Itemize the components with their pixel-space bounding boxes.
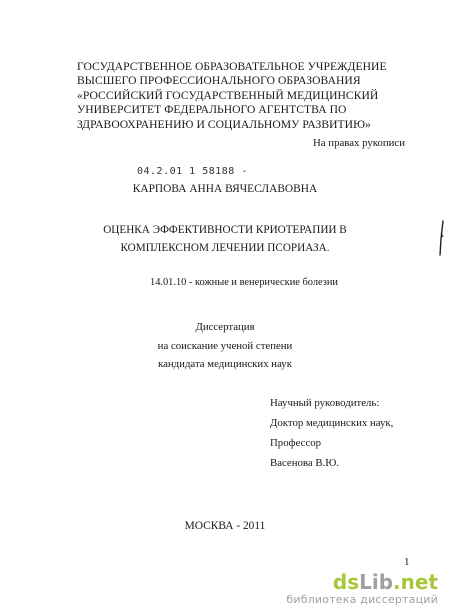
supervisor-line: Васенова В.Ю. [270, 457, 340, 469]
registration-stamp: 04.2.01 1 58188 - [137, 166, 248, 177]
watermark-subtitle: библиотека диссертаций [286, 593, 438, 606]
page-number: 1 [404, 556, 410, 568]
degree-line: на соискание ученой степени [157, 339, 293, 352]
degree-line: кандидата медицинских наук [158, 358, 292, 370]
degree-statement [0, 318, 450, 374]
dslib-watermark [286, 571, 438, 606]
city-year: МОСКВА - 2011 [184, 520, 266, 532]
watermark-logo: dsLib.net [332, 570, 438, 594]
title-line: КОМПЛЕКСНОМ ЛЕЧЕНИИ ПСОРИАЗА. [120, 242, 330, 254]
specialty-code: 14.01.10 - кожные и венерические болезни [150, 277, 338, 288]
author-name: КАРПОВА АННА ВЯЧЕСЛАВОВНА [132, 183, 318, 195]
manuscript-rights-note: На правах рукописи [313, 137, 405, 149]
supervisor-line: Доктор медицинских наук, [270, 417, 394, 429]
degree-line: Диссертация [195, 321, 255, 333]
institution-line: «РОССИЙСКИЙ ГОСУДАРСТВЕННЫЙ МЕДИЦИНСКИЙ [77, 88, 379, 102]
supervisor-block [270, 393, 393, 473]
title-line: ОЦЕНКА ЭФФЕКТИВНОСТИ КРИОТЕРАПИИ В [103, 224, 347, 236]
dissertation-title [0, 221, 450, 257]
supervisor-line: Научный руководитель: [270, 397, 380, 409]
margin-pen-mark [436, 219, 446, 259]
institution-header [77, 60, 387, 132]
institution-line: ВЫСШЕГО ПРОФЕССИОНАЛЬНОГО ОБРАЗОВАНИЯ [77, 74, 361, 88]
institution-line: УНИВЕРСИТЕТ ФЕДЕРАЛЬНОГО АГЕНТСТВА ПО [77, 103, 347, 117]
institution-line: ЗДРАВООХРАНЕНИЮ И СОЦИАЛЬНОМУ РАЗВИТИЮ» [77, 117, 371, 131]
supervisor-line: Профессор [270, 437, 322, 449]
institution-line: ГОСУДАРСТВЕННОЕ ОБРАЗОВАТЕЛЬНОЕ УЧРЕЖДЕНИЕ [77, 60, 387, 73]
